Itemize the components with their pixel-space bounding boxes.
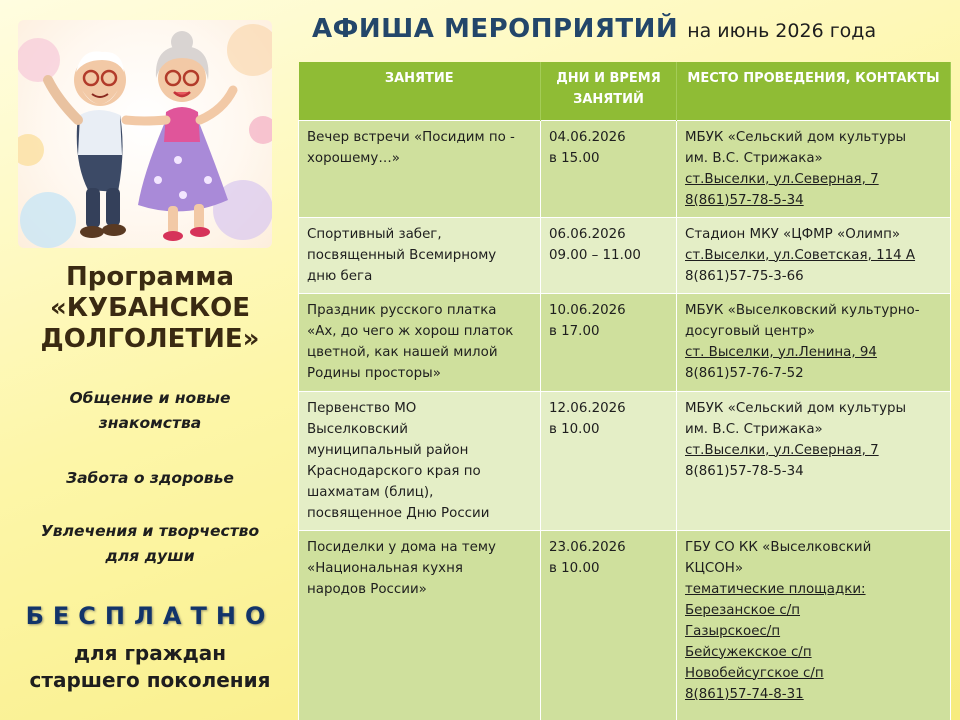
column-header-place <box>677 62 951 120</box>
activity-cell <box>299 293 541 391</box>
tagline-line: Общение и новые <box>69 389 231 407</box>
activity-cell-line: Выселковский <box>307 421 408 437</box>
activity-cell-line: хорошему…» <box>307 150 400 166</box>
datetime-cell-line: 09.00 – 11.00 <box>549 247 641 263</box>
dancing-couple-image <box>18 20 272 248</box>
place-cell-line: ст. Выселки, ул.Ленина, 94 <box>685 344 877 360</box>
datetime-cell-line: в 15.00 <box>549 150 600 166</box>
activity-cell-line: цветной, как нашей милой <box>307 344 498 360</box>
activity-cell-line: Спортивный забег, <box>307 226 442 242</box>
datetime-cell-line: в 10.00 <box>549 560 600 576</box>
place-cell-line: 8(861)57-76-7-52 <box>685 365 804 381</box>
events-table-body <box>299 120 951 720</box>
place-cell <box>677 293 951 391</box>
datetime-cell-line: 23.06.2026 <box>549 539 626 555</box>
place-cell-line: Стадион МКУ «ЦФМР «Олимп» <box>685 226 901 242</box>
place-cell <box>677 217 951 293</box>
datetime-cell <box>541 293 677 391</box>
datetime-cell-line: 06.06.2026 <box>549 226 626 242</box>
place-cell <box>677 120 951 217</box>
activity-cell-line: народов России» <box>307 581 427 597</box>
place-cell-line: Бейсужекское с/п <box>685 644 812 660</box>
table-row <box>299 217 951 293</box>
place-cell-line: МБУК «Сельский дом культуры <box>685 400 907 416</box>
activity-cell <box>299 530 541 720</box>
activity-cell-line: Краснодарского края по <box>307 463 481 479</box>
activity-cell-line: Родины просторы» <box>307 365 441 381</box>
activity-cell-line: шахматам (блиц), <box>307 484 434 500</box>
tagline-health <box>0 466 300 491</box>
activity-cell-line: муниципальный район <box>307 442 469 458</box>
header-row <box>299 62 951 120</box>
place-cell-line: ст.Выселки, ул.Северная, 7 <box>685 442 879 458</box>
activity-cell-line: посвященный Всемирному <box>307 247 497 263</box>
column-header-activity <box>299 62 541 120</box>
column-header-line: ДНИ И ВРЕМЯ <box>556 71 661 86</box>
datetime-cell-line: 12.06.2026 <box>549 400 626 416</box>
activity-cell <box>299 391 541 530</box>
table-row <box>299 293 951 391</box>
activity-cell-line: Праздник русского платка <box>307 302 497 318</box>
program-title-line: Программа <box>65 262 235 292</box>
place-cell-line: досуговый центр» <box>685 323 815 339</box>
table-row <box>299 120 951 217</box>
datetime-cell <box>541 217 677 293</box>
audience-line: старшего поколения <box>29 668 271 692</box>
datetime-cell <box>541 530 677 720</box>
place-cell-line: ст.Выселки, ул.Северная, 7 <box>685 171 879 187</box>
program-title <box>0 262 300 355</box>
activity-cell-line: дню бега <box>307 268 373 284</box>
tagline-line: Забота о здоровье <box>66 469 234 487</box>
place-cell-line: им. В.С. Стрижака» <box>685 421 823 437</box>
place-cell-line: 8(861)57-78-5-34 <box>685 463 804 479</box>
place-cell-line: КЦСОН» <box>685 560 744 576</box>
left-panel <box>0 0 300 720</box>
free-label: БЕСПЛАТНО <box>25 602 275 630</box>
table-row <box>299 530 951 720</box>
table-row <box>299 391 951 530</box>
place-cell-line: 8(861)57-75-3-66 <box>685 268 804 284</box>
datetime-cell-line: 04.06.2026 <box>549 129 626 145</box>
program-title-line: «КУБАНСКОЕ <box>50 293 250 323</box>
page-header <box>312 14 952 54</box>
datetime-cell <box>541 120 677 217</box>
place-cell <box>677 391 951 530</box>
program-title-line: ДОЛГОЛЕТИЕ» <box>40 324 260 354</box>
place-cell-line: Новобейсугское с/п <box>685 665 824 681</box>
datetime-cell-line: 10.06.2026 <box>549 302 626 318</box>
place-cell-line: Березанское с/п <box>685 602 801 618</box>
tagline-communication <box>0 386 300 436</box>
tagline-line: Увлечения и творчество <box>40 522 260 540</box>
page-title: АФИША МЕРОПРИЯТИЙ <box>312 14 679 44</box>
column-header-line: МЕСТО ПРОВЕДЕНИЯ, КОНТАКТЫ <box>687 71 940 86</box>
audience-line: для граждан <box>73 641 227 665</box>
column-header-datetime <box>541 62 677 120</box>
tagline-line: знакомства <box>98 414 202 432</box>
dancing-elderly-couple-illustration <box>18 20 272 248</box>
place-cell <box>677 530 951 720</box>
activity-cell-line: «Национальная кухня <box>307 560 463 576</box>
audience-label <box>0 640 300 694</box>
place-cell-line: МБУК «Выселковский культурно- <box>685 302 920 318</box>
place-cell-line: МБУК «Сельский дом культуры <box>685 129 907 145</box>
tagline-line: для души <box>105 547 195 565</box>
events-table-header <box>299 62 951 120</box>
tagline-hobbies <box>0 519 300 569</box>
activity-cell <box>299 217 541 293</box>
datetime-cell-line: в 10.00 <box>549 421 600 437</box>
place-cell-line: Газырскоес/п <box>685 623 781 639</box>
place-cell-line: тематические площадки: <box>685 581 866 597</box>
place-cell-line: ст.Выселки, ул.Советская, 114 А <box>685 247 916 263</box>
place-cell-line: 8(861)57-74-8-31 <box>685 686 804 702</box>
datetime-cell <box>541 391 677 530</box>
place-cell-line: 8(861)57-78-5-34 <box>685 192 804 208</box>
activity-cell-line: посвященное Дню России <box>307 505 490 521</box>
page-subtitle: на июнь 2026 года <box>687 20 877 42</box>
activity-cell-line: Посиделки у дома на тему <box>307 539 496 555</box>
events-table <box>298 62 951 720</box>
column-header-line: ЗАНЯТИЕ <box>384 71 454 86</box>
column-header-line: ЗАНЯТИЙ <box>573 92 644 107</box>
activity-cell <box>299 120 541 217</box>
activity-cell-line: Вечер встречи «Посидим по - <box>307 129 515 145</box>
activity-cell-line: «Ах, до чего ж хорош платок <box>307 323 514 339</box>
place-cell-line: им. В.С. Стрижака» <box>685 150 823 166</box>
datetime-cell-line: в 17.00 <box>549 323 600 339</box>
place-cell-line: ГБУ СО КК «Выселковский <box>685 539 872 555</box>
activity-cell-line: Первенство МО <box>307 400 417 416</box>
